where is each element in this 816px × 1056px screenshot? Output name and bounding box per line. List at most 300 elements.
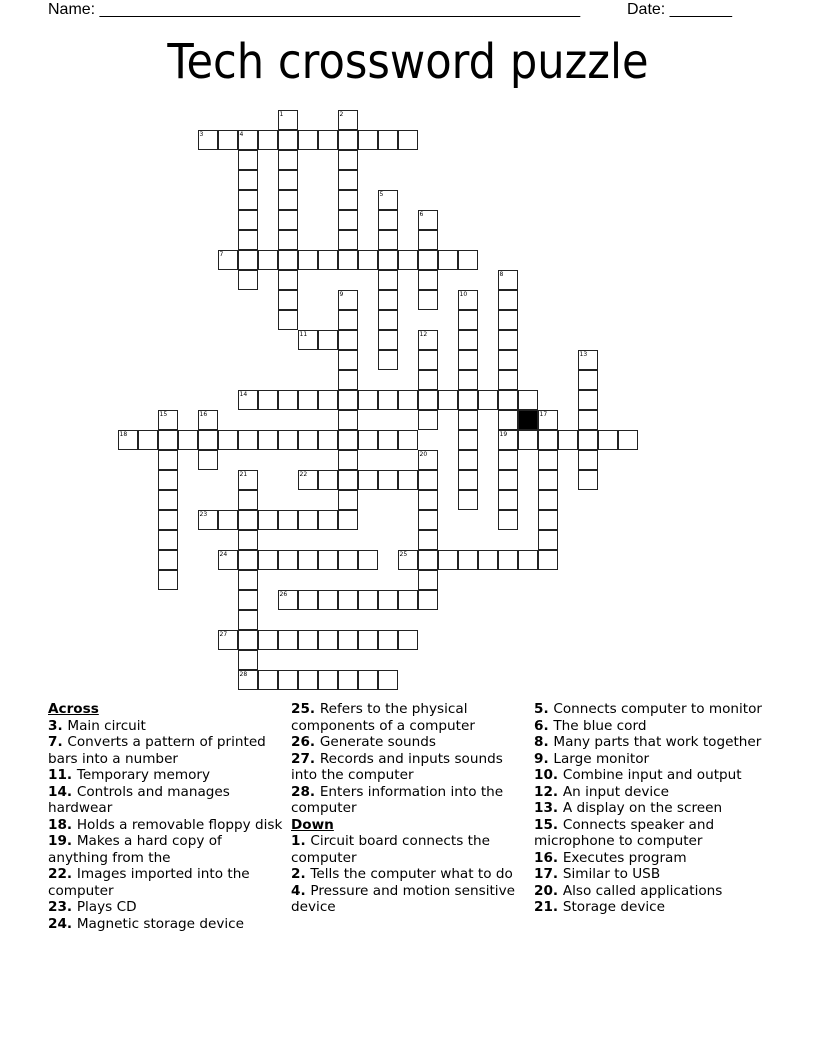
grid-cell[interactable] (578, 470, 598, 490)
grid-cell[interactable] (418, 410, 438, 430)
grid-cell[interactable] (378, 190, 398, 210)
clue-text: Temporary memory (76, 767, 211, 783)
grid-cell[interactable] (398, 250, 418, 270)
grid-cell[interactable] (358, 670, 378, 690)
grid-cell[interactable] (438, 550, 458, 570)
grid-cell[interactable] (418, 510, 438, 530)
grid-cell[interactable] (398, 390, 418, 410)
grid-cell[interactable] (618, 430, 638, 450)
grid-cell[interactable] (418, 290, 438, 310)
grid-cell[interactable] (458, 450, 478, 470)
grid-cell[interactable] (498, 290, 518, 310)
grid-cell[interactable] (538, 490, 558, 510)
grid-cell[interactable] (158, 570, 178, 590)
grid-cell[interactable] (598, 430, 618, 450)
clue-number: 23 (48, 899, 67, 915)
grid-cell[interactable] (338, 450, 358, 470)
grid-cell[interactable] (398, 550, 418, 570)
grid-cell[interactable] (418, 570, 438, 590)
grid-cell[interactable] (178, 430, 198, 450)
grid-cell[interactable] (498, 510, 518, 530)
grid-cell[interactable] (238, 490, 258, 510)
grid-cell[interactable] (458, 290, 478, 310)
clue-text: Circuit board connects the computer (291, 833, 490, 866)
clue-number: 10 (534, 767, 553, 783)
clue-number-1: 1 (279, 110, 284, 118)
clue-26: 26. Generate sounds (291, 734, 436, 750)
clue-number: 5 (534, 701, 544, 717)
clue-text: Connects speaker and microphone to computer (534, 816, 715, 849)
grid-cell[interactable] (338, 510, 358, 530)
page-title: Tech crossword puzzle (167, 34, 649, 90)
grid-cell[interactable] (318, 670, 338, 690)
grid-cell[interactable] (418, 210, 438, 230)
clue-number: 20 (534, 882, 553, 899)
grid-cell[interactable] (498, 330, 518, 350)
grid-cell[interactable] (538, 550, 558, 570)
grid-cell[interactable] (218, 630, 238, 650)
grid-cell[interactable] (418, 490, 438, 510)
clue-number: 28 (291, 783, 310, 800)
clue-number-19: 19 (499, 430, 508, 438)
clue-number-2: 2 (339, 110, 344, 118)
grid-cell[interactable] (438, 390, 458, 410)
grid-cell[interactable] (338, 150, 358, 170)
grid-cell[interactable] (298, 330, 318, 350)
clue-15: 15. Connects speaker and microphone to computer (534, 816, 715, 849)
grid-cell[interactable] (358, 130, 378, 150)
grid-cell[interactable] (378, 310, 398, 330)
grid-cell[interactable] (458, 250, 478, 270)
clue-text: Enters information into the computer (291, 783, 504, 816)
grid-cell[interactable] (478, 390, 498, 410)
grid-cell[interactable] (378, 210, 398, 230)
grid-cell[interactable] (358, 630, 378, 650)
grid-cell[interactable] (378, 470, 398, 490)
grid-cell[interactable] (238, 190, 258, 210)
grid-cell[interactable] (298, 510, 318, 530)
grid-cell[interactable] (238, 430, 258, 450)
grid-cell[interactable] (258, 510, 278, 530)
grid-cell[interactable] (498, 470, 518, 490)
grid-cell[interactable] (338, 490, 358, 510)
grid-cell[interactable] (458, 370, 478, 390)
clue-number-18: 18 (119, 430, 128, 438)
grid-cell[interactable] (498, 550, 518, 570)
grid-cell[interactable] (458, 470, 478, 490)
grid-cell[interactable] (338, 590, 358, 610)
grid-cell[interactable] (238, 650, 258, 670)
grid-cell[interactable] (498, 490, 518, 510)
grid-cell[interactable] (378, 430, 398, 450)
grid-cell[interactable] (498, 390, 518, 410)
grid-cell[interactable] (458, 390, 478, 410)
grid-cell[interactable] (418, 250, 438, 270)
grid-cell[interactable] (558, 430, 578, 450)
clue-text: A display on the screen (562, 800, 723, 816)
grid-cell[interactable] (298, 550, 318, 570)
grid-cell[interactable] (298, 590, 318, 610)
grid-cell[interactable] (318, 470, 338, 490)
grid-cell[interactable] (578, 350, 598, 370)
grid-cell[interactable] (498, 270, 518, 290)
grid-cell[interactable] (318, 590, 338, 610)
grid-cell[interactable] (418, 330, 438, 350)
grid-cell[interactable] (578, 410, 598, 430)
clue-number: 17 (534, 866, 553, 882)
grid-cell[interactable] (498, 410, 518, 430)
grid-cell[interactable] (238, 610, 258, 630)
grid-cell[interactable] (278, 550, 298, 570)
grid-cell[interactable] (158, 410, 178, 430)
grid-cell[interactable] (338, 110, 358, 130)
across-heading: Across (48, 701, 99, 717)
grid-cell[interactable] (338, 370, 358, 390)
clue-number-11: 11 (299, 330, 308, 338)
grid-cell[interactable] (518, 430, 538, 450)
black-cell (518, 410, 538, 430)
grid-cell[interactable] (298, 250, 318, 270)
grid-cell[interactable] (298, 470, 318, 490)
down-heading: Down (291, 816, 334, 833)
clue-number-28: 28 (239, 670, 248, 678)
date-label: Date: (627, 1, 666, 18)
grid-cell[interactable] (518, 390, 538, 410)
grid-cell[interactable] (418, 450, 438, 470)
grid-cell[interactable] (458, 330, 478, 350)
clue-text: Images imported into the computer (48, 866, 250, 899)
grid-cell[interactable] (418, 270, 438, 290)
grid-cell[interactable] (318, 390, 338, 410)
grid-cell[interactable] (338, 130, 358, 150)
clue-text: Similar to USB (562, 866, 661, 882)
grid-cell[interactable] (458, 490, 478, 510)
clue-number-25: 25 (399, 550, 408, 558)
grid-cell[interactable] (338, 190, 358, 210)
grid-cell[interactable] (238, 250, 258, 270)
clue-text: Also called applications (562, 882, 723, 899)
clue-11: 11. Temporary memory (48, 767, 211, 783)
clue-text: An input device (562, 783, 670, 800)
grid-cell[interactable] (338, 390, 358, 410)
grid-cell[interactable] (238, 570, 258, 590)
grid-cell[interactable] (418, 590, 438, 610)
grid-cell[interactable] (278, 110, 298, 130)
grid-cell[interactable] (318, 130, 338, 150)
date-field[interactable] (627, 1, 732, 19)
grid-cell[interactable] (338, 670, 358, 690)
grid-cell[interactable] (378, 330, 398, 350)
clue-number: 1 (291, 833, 301, 849)
clue-number-3: 3 (199, 130, 204, 138)
grid-cell[interactable] (338, 210, 358, 230)
grid-cell[interactable] (338, 430, 358, 450)
grid-cell[interactable] (118, 430, 138, 450)
grid-cell[interactable] (278, 670, 298, 690)
grid-cell[interactable] (538, 530, 558, 550)
grid-cell[interactable] (458, 310, 478, 330)
grid-cell[interactable] (238, 470, 258, 490)
grid-cell[interactable] (498, 350, 518, 370)
grid-cell[interactable] (278, 630, 298, 650)
grid-cell[interactable] (478, 550, 498, 570)
grid-cell[interactable] (418, 530, 438, 550)
clue-13: 13. A display on the screen (534, 800, 723, 816)
clue-text: Controls and manages hardwear (48, 783, 230, 816)
grid-cell[interactable] (298, 430, 318, 450)
grid-cell[interactable] (358, 390, 378, 410)
clue-7: 7. Converts a pattern of printed bars into a number (48, 734, 266, 767)
grid-cell[interactable] (378, 250, 398, 270)
clue-text: The blue cord (553, 717, 647, 734)
grid-cell[interactable] (378, 390, 398, 410)
grid-cell[interactable] (238, 630, 258, 650)
grid-cell[interactable] (218, 250, 238, 270)
grid-cell[interactable] (538, 430, 558, 450)
grid-cell[interactable] (138, 430, 158, 450)
grid-cell[interactable] (238, 670, 258, 690)
clue-number: 9 (534, 750, 544, 767)
grid-cell[interactable] (238, 590, 258, 610)
grid-cell[interactable] (258, 390, 278, 410)
grid-cell[interactable] (258, 250, 278, 270)
grid-cell[interactable] (258, 550, 278, 570)
grid-cell[interactable] (278, 190, 298, 210)
grid-cell[interactable] (318, 630, 338, 650)
clue-text: Many parts that work together (553, 734, 762, 750)
grid-cell[interactable] (258, 430, 278, 450)
grid-cell[interactable] (538, 410, 558, 430)
grid-cell[interactable] (538, 450, 558, 470)
grid-cell[interactable] (298, 670, 318, 690)
clue-number: 13 (534, 800, 553, 816)
grid-cell[interactable] (418, 350, 438, 370)
grid-cell[interactable] (278, 430, 298, 450)
grid-cell[interactable] (498, 310, 518, 330)
clue-number: 4 (291, 882, 301, 899)
clue-12: 12. An input device (534, 783, 670, 800)
clue-21: 21. Storage device (534, 899, 665, 915)
clue-number: 16 (534, 849, 553, 866)
grid-cell[interactable] (358, 430, 378, 450)
grid-cell[interactable] (338, 470, 358, 490)
grid-cell[interactable] (418, 470, 438, 490)
grid-cell[interactable] (338, 350, 358, 370)
grid-cell[interactable] (318, 430, 338, 450)
grid-cell[interactable] (298, 630, 318, 650)
grid-cell[interactable] (458, 550, 478, 570)
grid-cell[interactable] (158, 490, 178, 510)
grid-cell[interactable] (498, 370, 518, 390)
clue-19: 19. Makes a hard copy of anything from the (48, 833, 222, 866)
grid-cell[interactable] (538, 510, 558, 530)
grid-cell[interactable] (518, 550, 538, 570)
clue-number: 22 (48, 866, 67, 882)
grid-cell[interactable] (238, 390, 258, 410)
clue-10: 10. Combine input and output (534, 767, 742, 783)
clue-number-13: 13 (579, 350, 588, 358)
grid-cell[interactable] (398, 630, 418, 650)
grid-cell[interactable] (298, 390, 318, 410)
grid-cell[interactable] (378, 670, 398, 690)
grid-cell[interactable] (278, 150, 298, 170)
grid-cell[interactable] (538, 470, 558, 490)
grid-cell[interactable] (238, 170, 258, 190)
clue-1: 1. Circuit board connects the computer (291, 833, 490, 866)
clues-column-2 (291, 701, 529, 916)
grid-cell[interactable] (338, 330, 358, 350)
grid-cell[interactable] (158, 470, 178, 490)
clue-number: 15 (534, 816, 553, 833)
clue-number-4: 4 (239, 130, 244, 138)
grid-cell[interactable] (318, 330, 338, 350)
grid-cell[interactable] (398, 470, 418, 490)
clue-number-10: 10 (459, 290, 468, 298)
grid-cell[interactable] (358, 470, 378, 490)
grid-cell[interactable] (238, 270, 258, 290)
grid-cell[interactable] (218, 130, 238, 150)
grid-cell[interactable] (238, 550, 258, 570)
grid-cell[interactable] (238, 150, 258, 170)
grid-cell[interactable] (338, 250, 358, 270)
clue-text: Connects computer to monitor (553, 701, 763, 717)
grid-cell[interactable] (238, 510, 258, 530)
grid-cell[interactable] (338, 550, 358, 570)
grid-cell[interactable] (278, 270, 298, 290)
clue-text: Main circuit (67, 717, 146, 734)
grid-cell[interactable] (238, 130, 258, 150)
clue-number: 25 (291, 701, 310, 717)
grid-cell[interactable] (378, 230, 398, 250)
grid-cell[interactable] (398, 130, 418, 150)
clue-number: 14 (48, 783, 67, 800)
grid-cell[interactable] (218, 510, 238, 530)
grid-cell[interactable] (298, 130, 318, 150)
grid-cell[interactable] (338, 230, 358, 250)
grid-cell[interactable] (278, 250, 298, 270)
grid-cell[interactable] (338, 310, 358, 330)
grid-cell[interactable] (198, 510, 218, 530)
clue-text: Refers to the physical components of a computer (291, 701, 475, 734)
grid-cell[interactable] (278, 130, 298, 150)
grid-cell[interactable] (498, 450, 518, 470)
grid-cell[interactable] (258, 630, 278, 650)
grid-cell[interactable] (198, 410, 218, 430)
grid-cell[interactable] (438, 250, 458, 270)
name-field[interactable] (48, 1, 580, 19)
clue-text: Storage device (562, 899, 665, 915)
grid-cell[interactable] (158, 450, 178, 470)
grid-cell[interactable] (278, 590, 298, 610)
grid-cell[interactable] (198, 130, 218, 150)
grid-cell[interactable] (318, 510, 338, 530)
grid-cell[interactable] (358, 590, 378, 610)
grid-cell[interactable] (238, 530, 258, 550)
grid-cell[interactable] (258, 130, 278, 150)
grid-cell[interactable] (258, 670, 278, 690)
grid-cell[interactable] (158, 530, 178, 550)
clue-number: 21 (534, 899, 553, 915)
grid-cell[interactable] (158, 430, 178, 450)
grid-cell[interactable] (158, 550, 178, 570)
grid-cell[interactable] (278, 170, 298, 190)
grid-cell[interactable] (578, 390, 598, 410)
grid-cell[interactable] (238, 210, 258, 230)
clue-text: Tells the computer what to do (310, 866, 513, 882)
grid-cell[interactable] (358, 250, 378, 270)
grid-cell[interactable] (398, 430, 418, 450)
grid-cell[interactable] (418, 230, 438, 250)
grid-cell[interactable] (198, 430, 218, 450)
clue-number: 2 (291, 866, 301, 882)
grid-cell[interactable] (338, 410, 358, 430)
grid-cell[interactable] (578, 430, 598, 450)
clue-number: 24 (48, 915, 67, 932)
clue-number-12: 12 (419, 330, 428, 338)
grid-cell[interactable] (218, 430, 238, 450)
grid-cell[interactable] (378, 270, 398, 290)
grid-cell[interactable] (378, 350, 398, 370)
grid-cell[interactable] (278, 510, 298, 530)
grid-cell[interactable] (378, 630, 398, 650)
clue-number-8: 8 (499, 270, 504, 278)
grid-cell[interactable] (218, 550, 238, 570)
grid-cell[interactable] (338, 290, 358, 310)
clue-24: 24. Magnetic storage device (48, 915, 245, 932)
clue-number: 6 (534, 717, 544, 734)
grid-cell[interactable] (578, 370, 598, 390)
grid-cell[interactable] (318, 550, 338, 570)
grid-cell[interactable] (338, 630, 358, 650)
clue-number: 11 (48, 767, 67, 783)
grid-cell[interactable] (578, 450, 598, 470)
grid-cell[interactable] (378, 290, 398, 310)
grid-cell[interactable] (318, 250, 338, 270)
clue-number-26: 26 (279, 590, 288, 598)
grid-cell[interactable] (278, 230, 298, 250)
grid-cell[interactable] (338, 170, 358, 190)
grid-cell[interactable] (238, 230, 258, 250)
grid-cell[interactable] (278, 290, 298, 310)
clue-text: Magnetic storage device (76, 915, 245, 932)
grid-cell[interactable] (378, 590, 398, 610)
grid-cell[interactable] (458, 430, 478, 450)
grid-cell[interactable] (458, 410, 478, 430)
grid-cell[interactable] (278, 390, 298, 410)
grid-cell[interactable] (158, 510, 178, 530)
clue-number-14: 14 (239, 390, 248, 398)
grid-cell[interactable] (398, 590, 418, 610)
clue-number-9: 9 (339, 290, 344, 298)
clue-text: Combine input and output (562, 767, 742, 783)
grid-cell[interactable] (418, 390, 438, 410)
grid-cell[interactable] (278, 210, 298, 230)
grid-cell[interactable] (198, 450, 218, 470)
grid-cell[interactable] (498, 430, 518, 450)
grid-cell[interactable] (458, 350, 478, 370)
grid-cell[interactable] (378, 130, 398, 150)
grid-cell[interactable] (418, 370, 438, 390)
clue-17: 17. Similar to USB (534, 866, 661, 882)
clue-number: 18 (48, 816, 67, 833)
grid-cell[interactable] (278, 310, 298, 330)
clue-number-24: 24 (219, 550, 228, 558)
clue-6: 6. The blue cord (534, 717, 647, 734)
grid-cell[interactable] (418, 550, 438, 570)
grid-cell[interactable] (358, 550, 378, 570)
clue-number-27: 27 (219, 630, 228, 638)
clue-20: 20. Also called applications (534, 882, 723, 899)
